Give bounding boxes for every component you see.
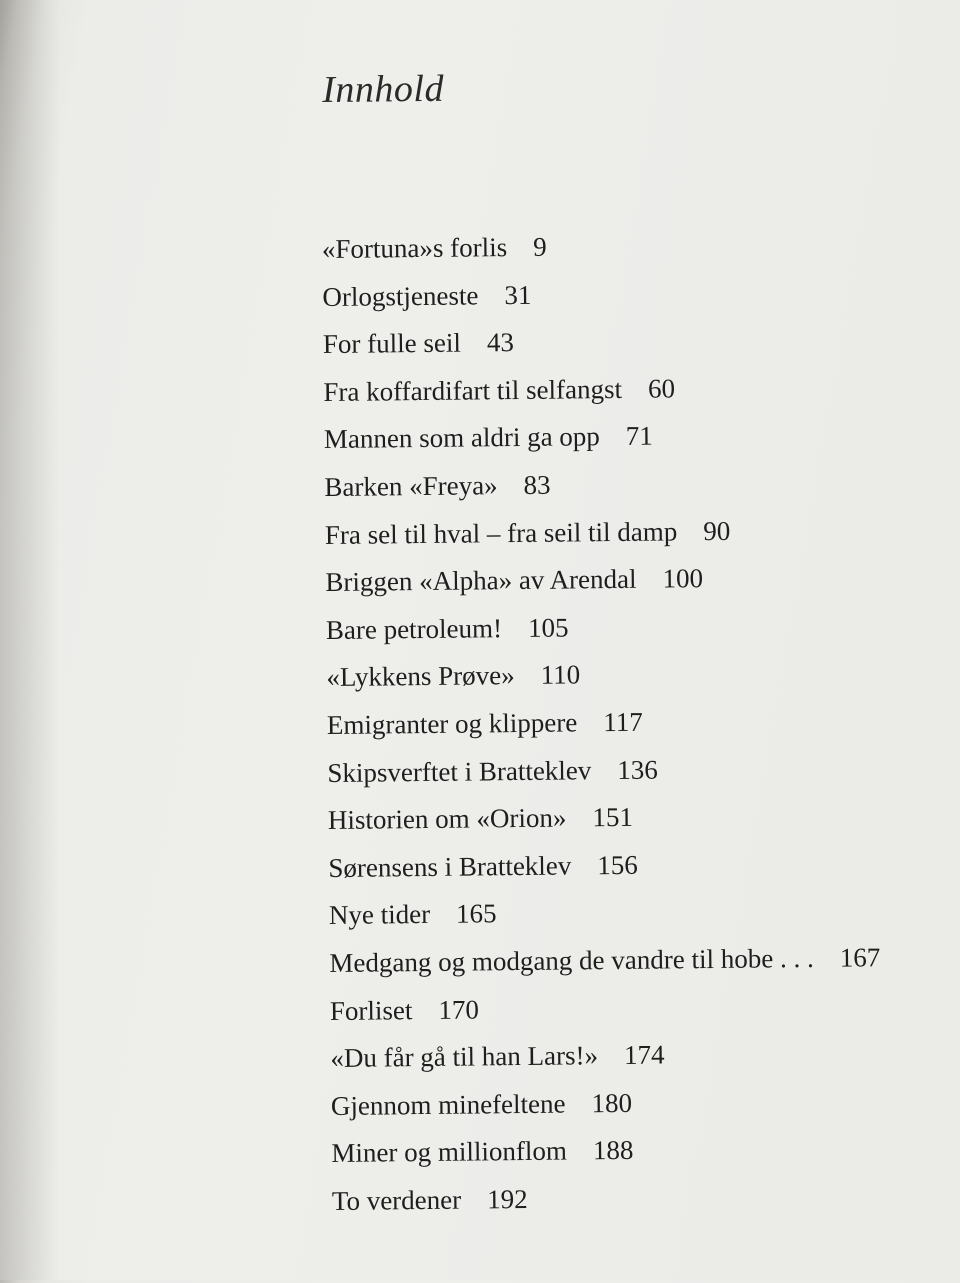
toc-entry-page: 60 xyxy=(647,373,676,404)
toc-entry-page: 136 xyxy=(617,754,658,785)
toc-entry-title: Nye tider xyxy=(328,899,431,931)
toc-entry-title: «Lykkens Prøve» xyxy=(326,660,515,693)
toc-entry xyxy=(330,982,881,1035)
toc-entry xyxy=(330,1029,881,1082)
toc-entry-title: Fra sel til hval – fra seil til damp xyxy=(324,515,678,550)
toc-entry xyxy=(325,506,876,559)
toc-entry-page: 117 xyxy=(603,706,643,738)
toc-entry-page: 83 xyxy=(523,469,551,500)
toc-entry xyxy=(328,791,879,844)
toc-entry-page: 43 xyxy=(486,327,515,358)
toc-entry-title: Emigranter og klippere xyxy=(326,707,578,740)
toc-entry-page: 180 xyxy=(591,1087,633,1118)
toc-entry xyxy=(323,363,874,416)
toc-entry-page: 9 xyxy=(532,231,547,262)
toc-entry-page: 151 xyxy=(592,801,634,833)
toc-entry-title: «Fortuna»s forlis xyxy=(321,232,508,265)
toc-entry xyxy=(322,268,873,321)
toc-entry-page: 31 xyxy=(504,279,532,310)
toc-entry xyxy=(332,1172,883,1225)
toc-entry xyxy=(328,839,879,892)
toc-entry xyxy=(331,1125,882,1178)
toc-entry-page: 156 xyxy=(597,849,638,880)
toc-entry-page: 90 xyxy=(703,515,731,546)
toc-entry xyxy=(331,1077,882,1130)
toc-entry-page: 165 xyxy=(455,898,497,930)
toc-entry-title: Orlogstjeneste xyxy=(322,280,479,312)
toc-entry-page: 105 xyxy=(527,612,569,643)
toc-entry-title: Mannen som aldri ga opp xyxy=(323,421,600,455)
toc-entry xyxy=(325,553,876,606)
toc-entry xyxy=(329,934,880,987)
toc-entry-page: 100 xyxy=(662,563,704,594)
toc-entry-title: Medgang og modgang de vandre til hobe . . . xyxy=(329,942,814,978)
toc-entry-page: 188 xyxy=(592,1135,634,1166)
toc-entry-page: 71 xyxy=(625,420,653,452)
toc-entry-title: «Du får gå til han Lars!» xyxy=(330,1040,599,1074)
toc-entry-page: 192 xyxy=(487,1183,528,1215)
toc-entry xyxy=(326,601,877,654)
toc-entry-title: Gjennom minefeltene xyxy=(330,1088,566,1121)
toc-entry-page: 174 xyxy=(623,1039,665,1071)
page-title: Innhold xyxy=(322,67,445,112)
toc-entry-title: Sørensens i Bratteklev xyxy=(328,850,572,883)
toc-entry-title: Historien om «Orion» xyxy=(327,802,567,836)
toc-entry-title: Fra koffardifart til selfangst xyxy=(323,373,623,407)
toc-entry-page: 170 xyxy=(438,993,480,1025)
toc-entry xyxy=(326,649,877,702)
toc-entry-title: To verdener xyxy=(331,1184,462,1216)
toc-entry-title: Forliset xyxy=(329,994,413,1026)
toc-entry-title: Bare petroleum! xyxy=(325,612,503,645)
toc-entry xyxy=(329,887,880,940)
table-of-contents xyxy=(322,220,883,1225)
toc-entry-title: Barken «Freya» xyxy=(324,470,498,503)
toc-entry-page: 110 xyxy=(540,659,581,691)
toc-entry xyxy=(327,696,878,749)
toc-entry-title: Skipsverftet i Bratteklev xyxy=(327,754,592,788)
toc-entry xyxy=(324,458,875,511)
toc-entry-title: For fulle seil xyxy=(322,327,462,360)
toc-entry xyxy=(324,411,875,464)
toc-entry xyxy=(322,220,873,273)
toc-entry xyxy=(327,744,878,797)
toc-entry-title: Briggen «Alpha» av Arendal xyxy=(325,563,637,598)
toc-entry-page: 167 xyxy=(839,942,881,973)
toc-entry xyxy=(323,315,874,368)
toc-entry-title: Miner og millionflom xyxy=(331,1135,568,1169)
